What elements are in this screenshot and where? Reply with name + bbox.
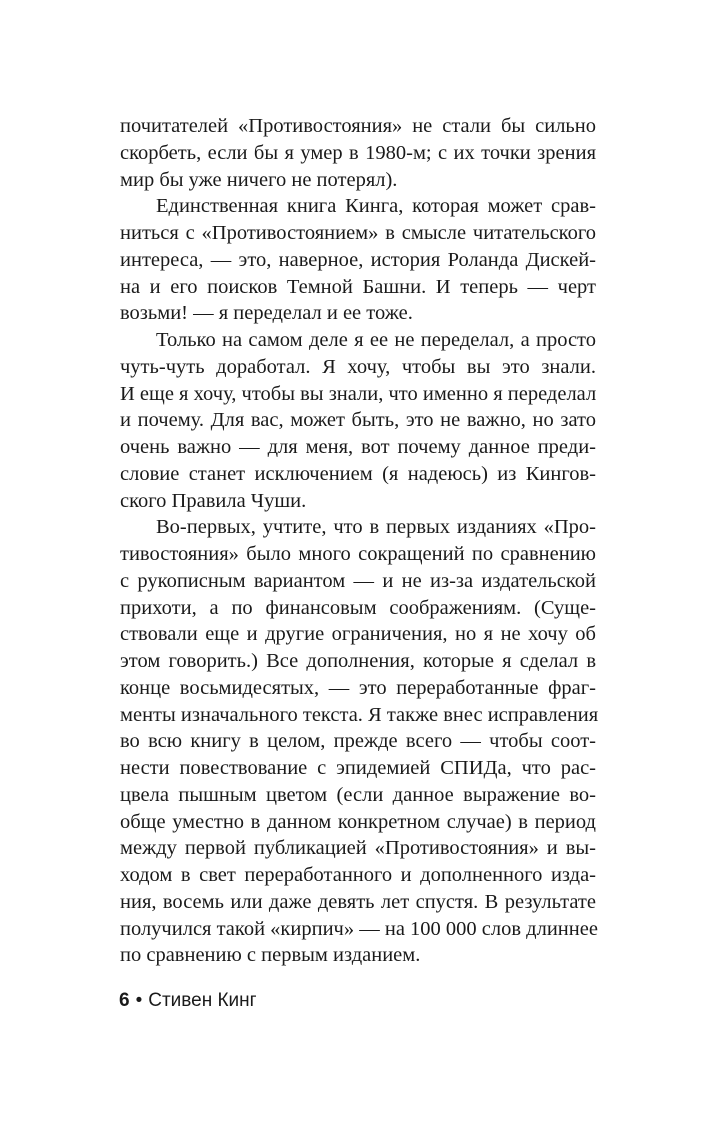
text-line: Только на самом деле я ее не переделал, а просто bbox=[156, 329, 596, 351]
text-line: менты изначального текста. Я также внес исправления bbox=[120, 703, 599, 726]
text-line: ходом в свет переработанного и дополненного изда- bbox=[120, 864, 596, 886]
text-line: прихоти, а по финансовым соображениям. (Суще- bbox=[120, 596, 596, 619]
text-line: ния, восемь или даже девять лет спустя. В результате bbox=[120, 890, 596, 913]
text-line: на и его поисков Темной Башни. И теперь — черт bbox=[120, 275, 596, 298]
text-line: тивостояния» было много сокращений по сравнению bbox=[120, 543, 596, 565]
text-line: интереса, — это, наверное, история Роланда Дискей- bbox=[120, 248, 596, 271]
page-footer bbox=[119, 990, 257, 1012]
text-line: между первой публикацией «Противостояния» и вы- bbox=[120, 837, 596, 860]
text-line: обще уместно в данном конкретном случае) в период bbox=[120, 810, 596, 833]
text-line: Во-первых, учтите, что в первых изданиях «Про- bbox=[156, 516, 596, 539]
text-line: И еще я хочу, чтобы вы знали, что именно я переделал bbox=[120, 382, 597, 405]
text-line: словие станет исключением (я надеюсь) из Кингов- bbox=[120, 462, 596, 485]
text-line: ствовали еще и другие ограничения, но я не хочу об bbox=[120, 623, 596, 646]
text-line: этом говорить.) Все дополнения, которые я сделал в bbox=[120, 650, 596, 672]
text-line: ниться с «Противостоянием» в смысле читательского bbox=[120, 222, 596, 244]
text-line: чуть-чуть доработал. Я хочу, чтобы вы это знали. bbox=[120, 355, 596, 378]
running-author: Стивен Кинг bbox=[148, 990, 257, 1011]
text-line: мир бы уже ничего не потерял). bbox=[120, 168, 398, 191]
text-line: получился такой «кирпич» — на 100 000 слов длиннее bbox=[120, 917, 598, 940]
text-line: во всю книгу в целом, прежде всего — чтобы соот- bbox=[120, 730, 596, 753]
footer-bullet: • bbox=[135, 990, 143, 1011]
page-number: 6 bbox=[119, 990, 130, 1011]
text-line: и почему. Для вас, может быть, это не важно, но зато bbox=[120, 409, 596, 432]
body-text bbox=[120, 113, 599, 969]
text-line: цвела пышным цветом (если данное выражение во- bbox=[120, 783, 596, 806]
text-line: по сравнению с первым изданием. bbox=[120, 944, 421, 967]
text-line: скорбеть, если бы я умер в 1980-м; с их точки зрения bbox=[120, 141, 596, 164]
text-line: возьми! — я переделал и ее тоже. bbox=[120, 302, 413, 325]
text-line: ского Правила Чуши. bbox=[120, 489, 307, 512]
text-line: нести повествование с эпидемией СПИДа, что рас- bbox=[120, 757, 596, 779]
text-line: конце восьмидесятых, — это переработанные фраг- bbox=[120, 676, 596, 699]
text-line: очень важно — для меня, вот почему данное преди- bbox=[120, 436, 596, 458]
text-line: с рукописным вариантом — и не из-за издательской bbox=[120, 569, 596, 592]
text-line: почитателей «Противостояния» не стали бы сильно bbox=[120, 115, 596, 137]
text-line: Единственная книга Кинга, которая может срав- bbox=[156, 195, 596, 218]
